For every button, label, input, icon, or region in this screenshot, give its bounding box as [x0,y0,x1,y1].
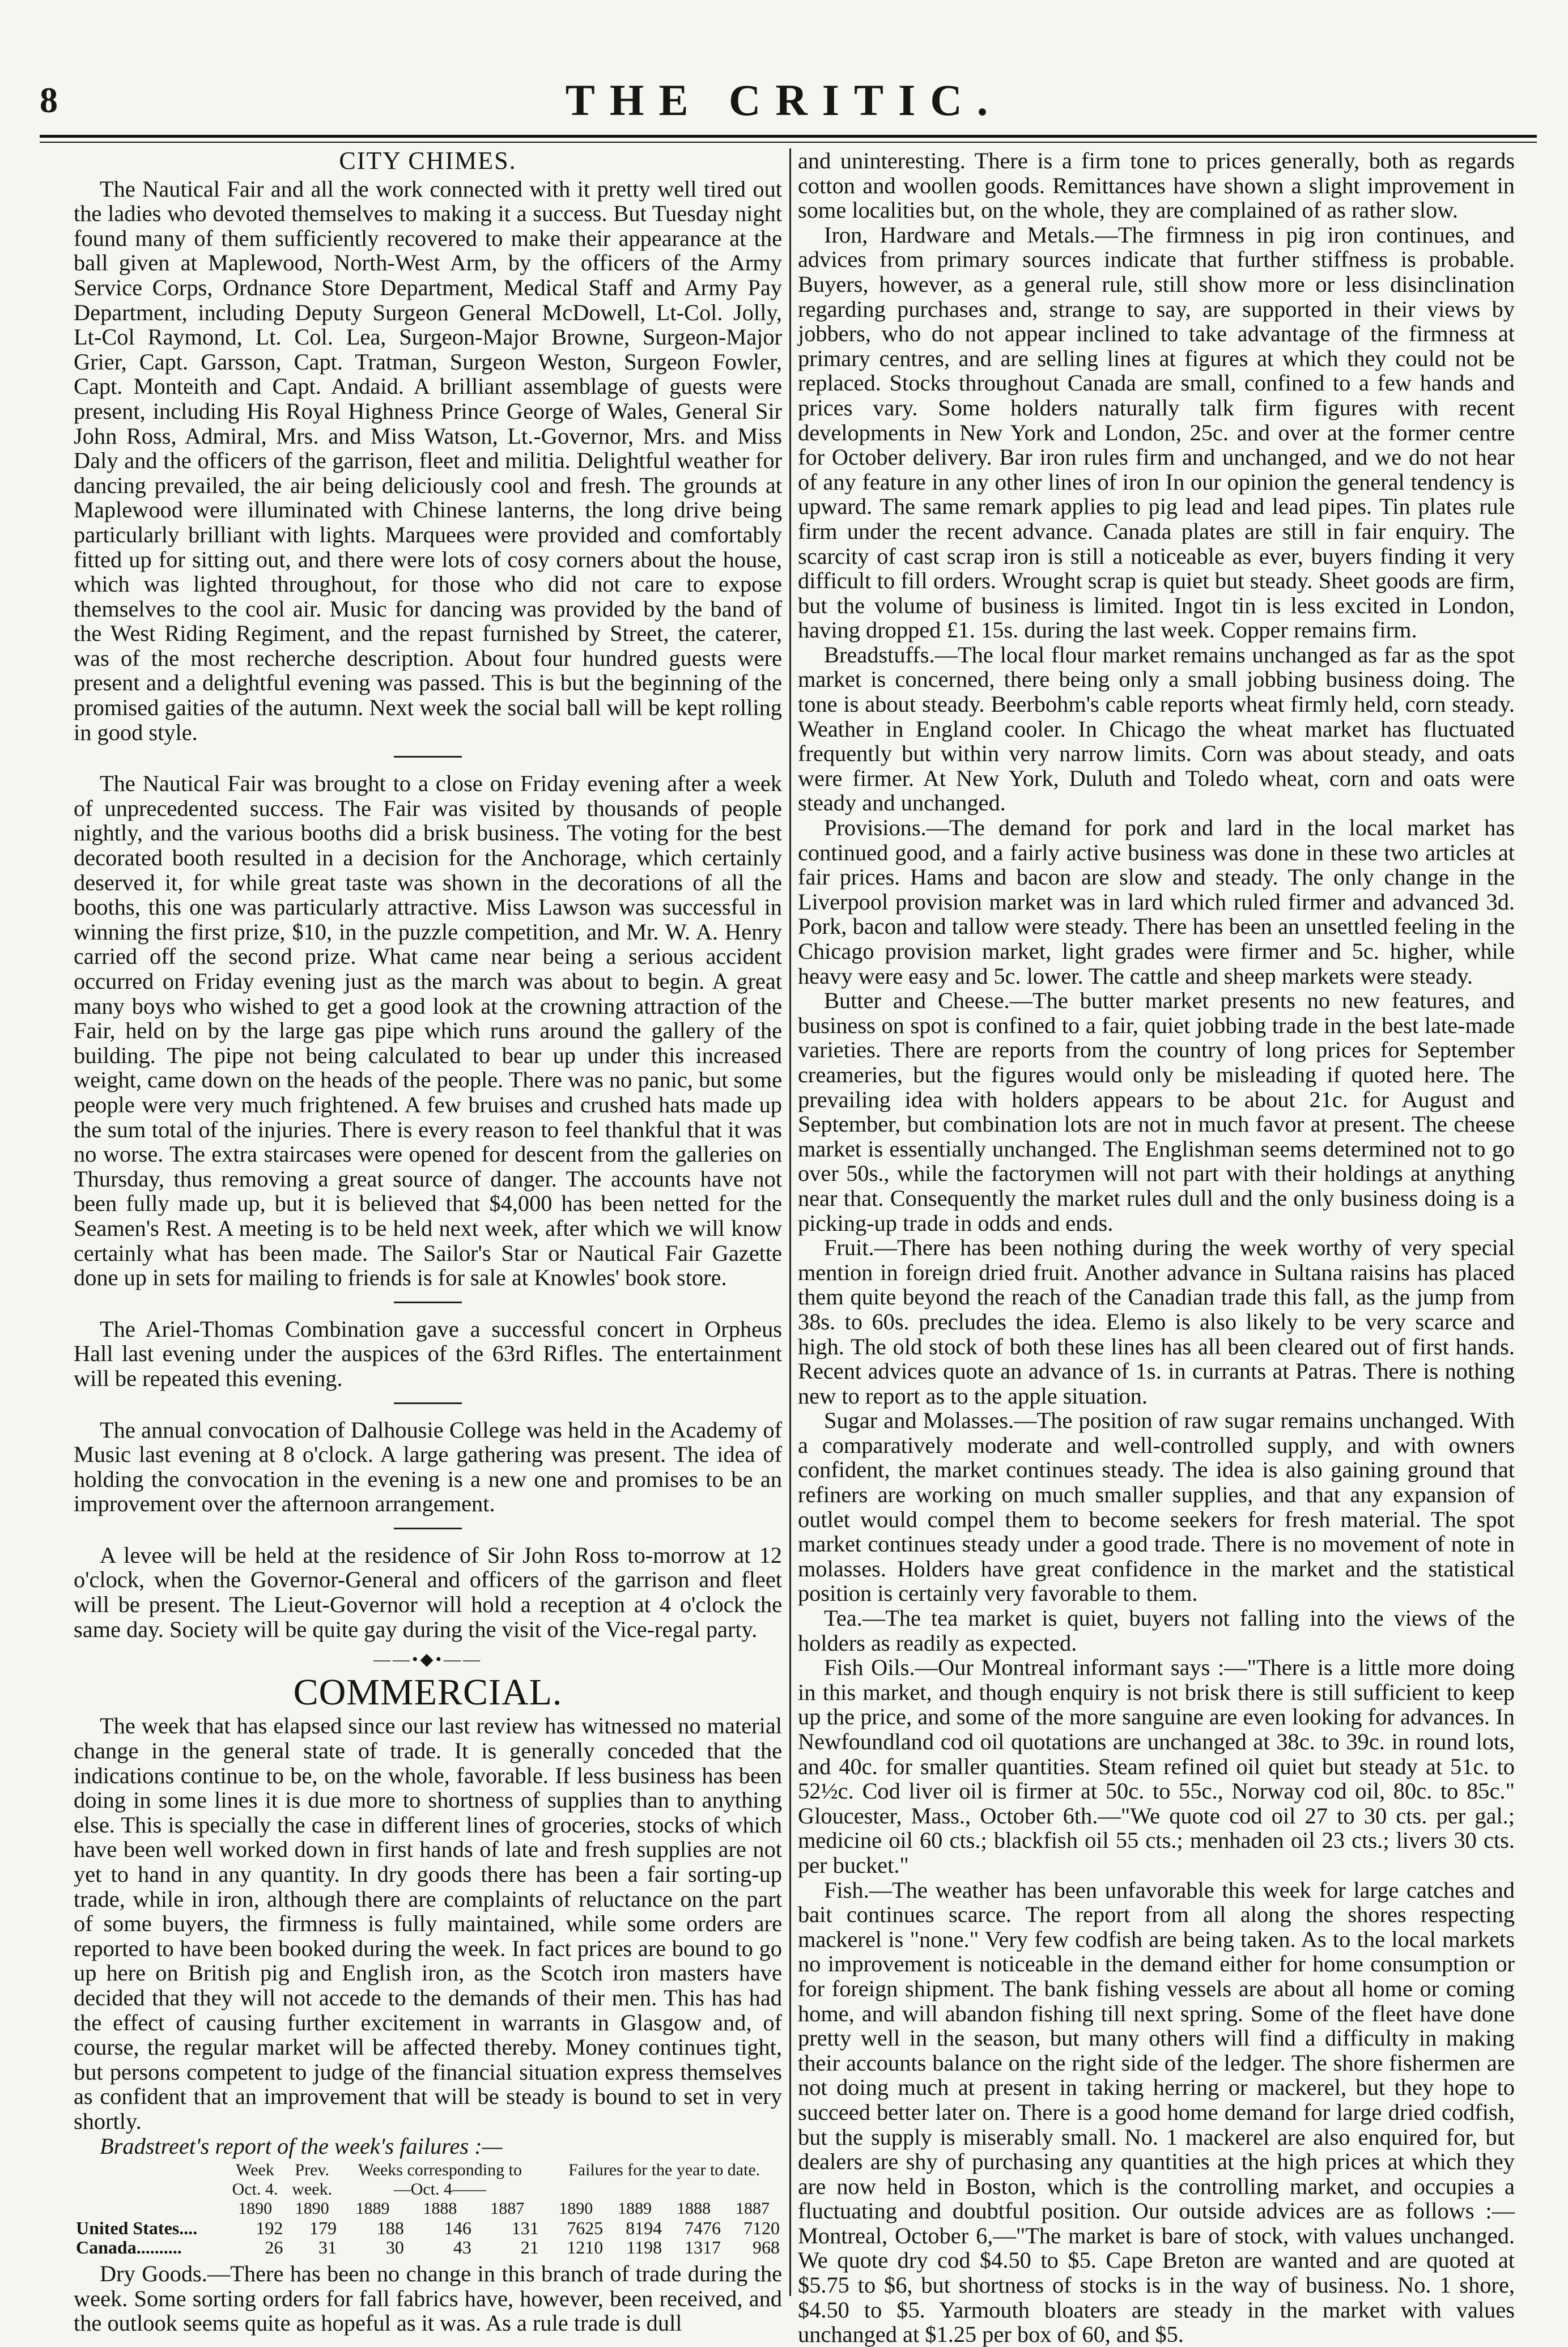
table-cell: 1890 [238,2199,273,2218]
failures-table [74,2161,782,2257]
table-cell [541,2161,547,2180]
article-paragraph: The Ariel-Thomas Combination gave a successful concert in Orpheus Hall last evening under the auspices of the 63rd Rifles. The entertainment will be repeated this evening. [74,1316,782,1391]
article-paragraph: Butter and Cheese.—The butter market presents no new features, and business on spot is confined to a fair, quiet jobbing trade in the best late-made varieties. There are reports from the country of long prices for September creameries, but the figures would only be misleading if quoted here. The prevailing idea with holders appears to be about 21c. for August and September, but combination lots are not in much favor at present. The cheese market is essentially unchanged. The Englishman seems determined not to go over 50s., while the factorymen will not part with their holdings at anything near that. Consequently the market rules dull and the only business doing is a picking-up trade in odds and ends. [798,988,1515,1236]
article-paragraph: Fruit.—There has been nothing during the week worthy of very special mention in foreign dried fruit. Another advance in Sultana raisins has placed them quite beyond the reach of the Canadian trade this fall, as the jump from 38s. to 60s. precludes the idea. Elemo is also likely to be very scarce and high. The old stock of both these lines has all been cleared out of first hands. Recent advices quote an advance of 1s. in currants at Patras. There is nothing new to report as to the apple situation. [798,1235,1515,1409]
masthead-rule-thin [40,142,1537,143]
table-cell: 1210 [567,2237,604,2258]
article-paragraph: The week that has elapsed since our last review has witnessed no material change in the general state of trade. It is generally conceded that the indications continue to be, on the whole, favorable. If less business has been doing in some lines it is due more to shortness of supplies than to anything else. This is specially the case in different lines of groceries, stocks of which have been well worked down in first hands of late and fresh supplies are not yet to hand in any quantity. In dry goods there has been a fair sorting-up trade, while in iron, although there are complaints of reluctance on the part of some buyers, the firmness is fully maintained, while some orders are reported to have been booked during the week. In fact prices are bound to go up here on British pig and English iron, as the Scotch iron masters have decided that they will not accede to the demands of their men. This has had the effect of causing further excitement in warrants in Glasgow and, of course, the regular market will be affected thereby. Money continues tight, but persons competent to judge of the financial situation express themselves as confident that an improvement that will be steady is bound to set in very shortly. [74,1713,782,2134]
table-cell: 968 [753,2237,780,2258]
table-cell: 1198 [626,2237,662,2258]
article-paragraph: Provisions.—The demand for pork and lard in the local market has continued good, and a fairly active business was done in these two articles at fair prices. Hams and bacon are slow and steady. The only change in the Liverpool provision market was in lard which ruled firmer and advanced 3d. Pork, bacon and tallow were steady. There has been an unsettled feeling in the Chicago provision market, light grades were firmer and 5c. higher, while heavy were easy and 5c. lower. The cattle and sheep markets were steady. [798,815,1515,989]
article-paragraph: The annual convocation of Dalhousie College was held in the Academy of Music last evening at 8 o'clock. A large gathering was present. The idea of holding the convocation in the evening is a new one and promises to be an improvement over the afternoon arrangement. [74,1417,782,1517]
table-header-row [74,2180,782,2199]
commercial-heading: COMMERCIAL. [293,1671,563,1713]
table-cell: 21 [520,2237,539,2258]
section-separator [394,1528,462,1529]
article-paragraph: Sugar and Molasses.—The position of raw sugar remains unchanged. With a comparatively moderate and well-controlled supply, and with owners confident, the market continues steady. The idea is also gaining ground that refiners are working on much smaller supplies, and that any expansion of outlet would compel them to become seekers for fresh material. The spot market continues steady under a good trade. There is no movement of note in molasses. Holders have great confidence in the market and the statistical position is certainly very favorable to them. [798,1408,1515,1606]
city-chimes-heading: CITY CHIMES. [339,147,517,175]
article-paragraph: Breadstuffs.—The local flour market remains unchanged as far as the spot market is concerned, there being only a small jobbing business doing. The tone is about steady. Beerbohm's cable reports wheat firmly held, corn steady. Weather in England cooler. In Chicago the wheat market has fluctuated frequently but within very narrow limits. Corn was about steady, and oats were firmer. At New York, Duluth and Toledo wheat, corn and oats were steady and unchanged. [798,641,1515,816]
table-row [74,2238,782,2257]
table-cell: Oct. 4. [232,2180,278,2199]
table-header-row [74,2161,782,2180]
bradstreet-intro: Bradstreet's report of the week's failures :— [100,2133,503,2159]
table-cell [74,2199,225,2218]
table-cell: 7476 [685,2218,721,2239]
table-years-row [74,2199,782,2218]
table-cell: Canada.......... [76,2237,182,2258]
table-cell: 1887 [490,2199,525,2218]
table-cell: 188 [376,2218,404,2239]
table-row [74,2218,782,2238]
table-cell: week. [292,2180,333,2199]
table-cell: 1890 [295,2199,329,2218]
table-cell: 1887 [736,2199,770,2218]
table-cell [74,2161,225,2180]
article-paragraph: Dry Goods.—There has been no change in this branch of trade during the week. Some sorting orders for fall fabrics have, however, been received, and the outlook seems quite as hopeful as it was. As a rule trade is dull [74,2261,782,2336]
table-cell [541,2199,547,2218]
table-cell: 131 [511,2218,539,2239]
table-cell: 8194 [626,2218,662,2239]
article-paragraph: Fish.—The weather has been unfavorable this week for large catches and bait continues scarce. The report from all along the shores respecting mackerel is "none." Very few codfish are being taken. As to the local markets no improvement is noticeable in the demand either for home consumption or for foreign shipment. The bank fishing vessels are about all home or coming home, and will abandon fishing till next spring. Some of the fleet have done pretty well in the season, but many others will find a difficulty in making their accounts balance on the right side of the ledger. The shore fishermen are not doing much at present in taking herring or mackerel, but they hope to succeed better later on. There is a good home demand for large dried codfish, but the supply is miserably small. No. 1 mackerel are also enquired for, but dealers are shy of purchasing any quantities at the high prices at which they are now held in Boston, which is the controlling market, and occupies a fluctuating and doubtful position. Our outside advices are as follows :—Montreal, October 6,—"The market is bare of stock, with values unchanged. We quote dry cod $4.50 to $5. Cape Breton are wanted and are quoted at $5.75 to $6, but shortness of stocks is in the way of business. No. 1 shore, $4.50 to $5. Yarmouth bloaters are steady in the market with values unchanged at $1.25 per box of 60, and $5. [798,1877,1515,2347]
table-cell [541,2180,782,2199]
table-cell: Weeks corresponding to [358,2161,522,2180]
table-cell: 192 [256,2218,283,2239]
table-cell: 26 [265,2237,283,2258]
table-cell: Week [236,2161,274,2180]
column-divider [789,148,791,2296]
table-cell: —Oct. 4—— [393,2180,487,2199]
table-cell: 1317 [685,2237,721,2258]
table-cell: 43 [453,2237,471,2258]
table-cell: 1889 [355,2199,390,2218]
table-cell: 7120 [743,2218,780,2239]
table-cell: 179 [309,2218,337,2239]
masthead: THE CRITIC. [565,75,1003,125]
table-cell: 30 [385,2237,404,2258]
table-cell [541,2238,547,2257]
table-cell: Prev. [295,2161,329,2180]
table-cell: United States.... [76,2218,198,2239]
article-paragraph: Fish Oils.—Our Montreal informant says :—"There is a little more doing in this market, and though enquiry is not brisk there is still sufficient to keep up the price, and some of the more sanguine are even looking for advances. In Newfoundland cod oil quotations are unchanged at 38c. to 39c. in round lots, and 40c. for smaller quantities. Steam refined oil quiet but steady at 51c. to 52½c. Cod liver oil is firmer at 50c. to 55c., Norway cod oil, 80c. to 85c." Gloucester, Mass., October 6th.—"We quote cod oil 27 to 30 cts. per gal.; medicine oil 60 cts.; blackfish oil 55 cts.; menhaden oil 23 cts.; livers 30 cts. per bucket." [798,1655,1515,1878]
table-cell [74,2180,225,2199]
right-column [798,148,1515,2347]
article-paragraph: and uninteresting. There is a firm tone to prices generally, both as regards cotton and woollen goods. Remittances have shown a slight improvement in some localities but, on the whole, they are complained of as rather slow. [798,148,1515,223]
article-paragraph: Iron, Hardware and Metals.—The firmness in pig iron continues, and advices from primary sources indicate that further stiffness is probable. Buyers, however, as a general rule, still show more or less disinclination regarding purchases and, strange to say, are supported in their views by jobbers, who do not appear inclined to take advantage of the firmness at primary centres, and are selling lines at figures at which they could not be replaced. Stocks throughout Canada are small, confined to a few hands and prices vary. Some holders naturally talk firm figures with recent developments in New York and London, 25c. and over at the former centre for October delivery. Bar iron rules firm and unchanged, and we do not hear of any feature in any other lines of iron In our opinion the general tendency is upward. The same remark applies to pig lead and lead pipes. Tin plates rule firm under the recent advance. Canada plates are still in fair enquiry. The scarcity of cast scrap iron is still a noticeable as ever, buyers finding it very difficult to fill orders. Wrought scrap is quiet but steady. Sheet goods are firm, but the volume of business is limited. Ingot tin is less excited in London, having dropped £1. 15s. during the last week. Copper remains firm. [798,222,1515,643]
section-separator [394,1402,462,1404]
table-cell [541,2218,547,2238]
table-cell: 1889 [618,2199,652,2218]
table-cell: 1888 [677,2199,711,2218]
article-paragraph: The Nautical Fair and all the work connected with it pretty well tired out the ladies who devoted themselves to making it a success. But Tuesday night found many of them sufficiently recovered to make their appearance at the ball given at Maplewood, North-West Arm, by the officers of the Army Service Corps, Ordnance Store Department, Medical Staff and Army Pay Department, including Deputy Surgeon General McDowell, Lt-Col. Jolly, Lt-Col Raymond, Lt. Col. Lea, Surgeon-Major Browne, Surgeon-Major Grier, Capt. Garsson, Capt. Tratman, Surgeon Weston, Surgeon Fowler, Capt. Monteith and Capt. Andaid. A brilliant assemblage of guests were present, including His Royal Highness Prince George of Wales, General Sir John Ross, Admiral, Mrs. and Miss Watson, Lt.-Governor, Mrs. and Miss Daly and the officers of the garrison, fleet and militia. Delightful weather for dancing prevailed, the air being deliciously cool and fresh. The grounds at Maplewood were illuminated with Chinese lanterns, the long drive being particularly brilliant with lights. Marquees were provided and comfortably fitted up for sitting out, and there were lots of cosy corners about the house, which was lighted throughout, for those who did not care to expose themselves to the cool air. Music for dancing was provided by the band of the West Riding Regiment, and the repast furnished by Street, the caterer, was of the most recherche description. About four hundred guests were present and a delightful evening was passed. This is but the beginning of the promised gaities of the autumn. Next week the social ball will be kept rolling in good style. [74,176,782,745]
table-cell: Failures for the year to date. [568,2161,760,2180]
article-paragraph: A levee will be held at the residence of Sir John Ross to-morrow at 12 o'clock, when the Governor-General and officers of the garrison and fleet will be present. The Lieut-Governor will hold a reception at 4 o'clock the same day. Society will be quite gay during the visit of the Vice-regal party. [74,1542,782,1642]
article-paragraph: Tea.—The tea market is quiet, buyers not falling into the views of the holders as readily as expected. [798,1605,1515,1656]
table-cell: 31 [318,2237,337,2258]
table-cell: 1888 [423,2199,457,2218]
table-cell: 146 [444,2218,471,2239]
table-cell: 1890 [559,2199,593,2218]
masthead-rule [40,135,1537,138]
section-separator [394,1302,462,1303]
left-column [74,147,782,2336]
article-paragraph: The Nautical Fair was brought to a close on Friday evening after a week of unprecedented success. The Fair was visited by thousands of people nightly, and the various booths did a brisk business. The voting for the best decorated booth resulted in a decision for the Anchorage, which certainly deserved it, for while great taste was shown in the decorations of all the booths, this one was particularly attractive. Miss Lawson was successful in winning the first prize, $10, in the puzzle competition, and Mr. W. A. Henry carried off the second prize. What came near being a serious accident occurred on Friday evening just as the march was about to begin. A great many boys who wished to get a good look at the crowning attraction of the Fair, held on by the large gas pipe which runs around the gallery of the building. The pipe not being calculated to bear up under this increased weight, came down on the heads of the people. There was no panic, but some people were very much frightened. A few bruises and crushed hats made up the sum total of the injuries. There is every reason to feel thankful that it was no worse. The extra staircases were opened for descent from the galleries on Thursday, thus removing a great source of danger. The accounts have not been fully made up, but it is believed that $4,000 has been netted for the Seamen's Rest. A meeting is to be held next week, after which we will know certainly what has been made. The Sailor's Star or Nautical Fair Gazette done up in sets for mailing to friends is for sale at Knowles' book store. [74,771,782,1291]
page-number: 8 [40,80,58,120]
section-separator [394,756,462,758]
table-cell: 7625 [567,2218,604,2239]
ornament-divider: ——•◆•—— [373,1650,483,1669]
